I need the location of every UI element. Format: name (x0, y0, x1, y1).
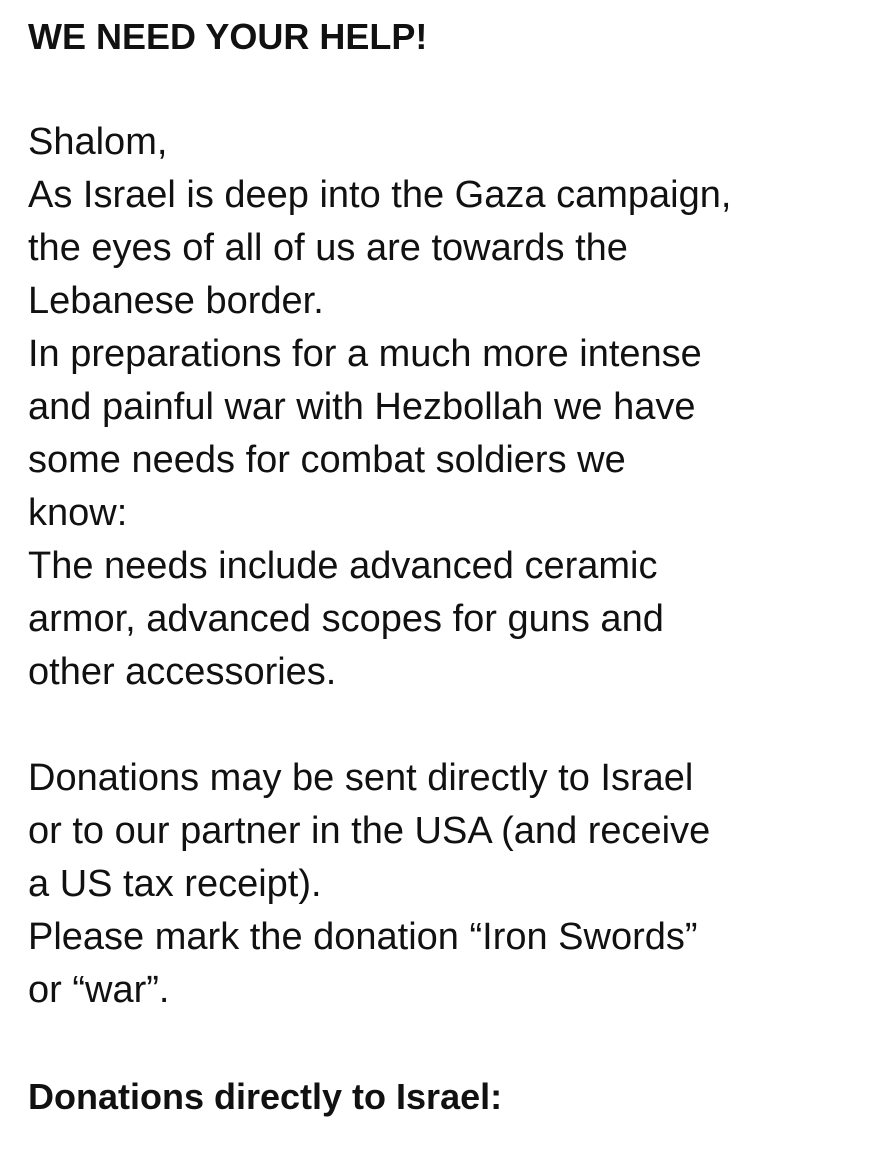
paragraph-line: armor, advanced scopes for guns and (28, 598, 664, 640)
section-heading: Donations directly to Israel: (28, 1076, 503, 1117)
blank-line (28, 699, 868, 752)
blank-line (28, 1017, 868, 1070)
paragraph-line: other accessories. (28, 651, 337, 693)
greeting-text: Shalom, (28, 121, 168, 163)
paragraph-line: know: (28, 492, 128, 534)
paragraph-line: As Israel is deep into the Gaza campaign, (28, 174, 732, 216)
paragraph-line: Please mark the donation “Iron Swords” (28, 916, 698, 958)
blank-line (28, 63, 868, 116)
paragraph-line: Lebanese border. (28, 280, 324, 322)
paragraph-line: or “war”. (28, 969, 170, 1011)
paragraph-line: a US tax receipt). (28, 863, 322, 905)
paragraph-line: or to our partner in the USA (and receive (28, 810, 711, 852)
paragraph-line: and painful war with Hezbollah we have (28, 386, 696, 428)
message-document (28, 10, 868, 1123)
paragraph-line: Donations may be sent directly to Israel (28, 757, 694, 799)
paragraph-line: the eyes of all of us are towards the (28, 227, 628, 269)
paragraph-line: some needs for combat soldiers we (28, 439, 626, 481)
paragraph-line: The needs include advanced ceramic (28, 545, 658, 587)
page-heading: WE NEED YOUR HELP! (28, 16, 428, 57)
paragraph-line: In preparations for a much more intense (28, 333, 702, 375)
